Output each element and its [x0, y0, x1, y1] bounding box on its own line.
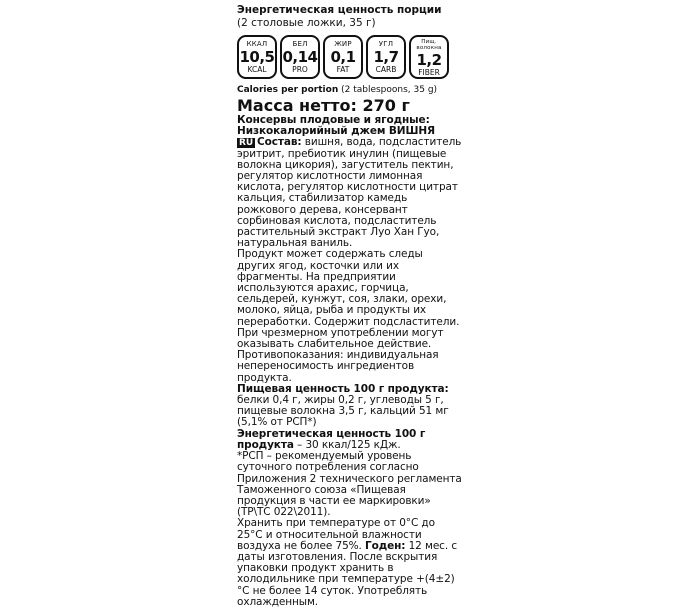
label-body-text	[237, 115, 462, 608]
calories-label: Calories per portion	[237, 85, 339, 95]
composition-text: вишня, вода, подсластитель эритрит, пребиотик инулин (пищевые волокна цикория), загуститель пектин, регулятор кислотности лимонная кислота, регулятор кислотности цитрат кальция, стабилизатор камедь рожкового дерева, консервант сорбиновая кислота, подсластитель растительный экстракт Луо Хан Гуо, натуральная ваниль.	[237, 136, 462, 250]
nutrient-value: 0,1	[330, 48, 356, 66]
nutrient-value: 0,14	[282, 48, 318, 66]
nutrient-en-label: FIBER	[418, 68, 440, 77]
nutrient-en-label: FAT	[336, 65, 350, 74]
nutrient-en-label: KCAL	[247, 65, 267, 74]
nutrient-value: 1,7	[373, 48, 399, 66]
storage-text-2: 12 мес. с даты изготовления. После вскрытия упаковки продукт хранить в холодильнике при температуре +(4±2)°С не более 14 суток. Употреблять охлажденным.	[237, 539, 457, 608]
calories-portion: (2 tablespoons, 35 g)	[338, 85, 438, 95]
nutrient-ru-label: ЖИР	[334, 40, 352, 48]
energy100-text: – 30 ккал/125 кДж.	[293, 438, 401, 451]
composition	[237, 137, 462, 249]
nutrient-box-fiber	[409, 35, 449, 79]
storage-conditions	[237, 518, 462, 608]
nutrient-boxes	[237, 35, 462, 79]
nutrient-en-label: CARB	[375, 65, 397, 74]
storage-text: Хранить при температуре от 0°С до 25°С и относительной влажности воздуха не более 75%.	[237, 517, 435, 552]
product-label	[237, 4, 462, 608]
nutrition-100g	[237, 384, 462, 429]
energy100-label: Энергетическая ценность 100 г продукта	[237, 427, 426, 451]
calories-per-portion	[237, 85, 462, 95]
energy-100g	[237, 429, 462, 451]
product-type: Консервы плодовые и ягодные:	[237, 114, 430, 126]
nutrient-ru-label: Пищ. волокна	[416, 39, 442, 51]
net-weight: Масса нетто: 270 г	[237, 96, 410, 115]
shelf-life-label: Годен:	[365, 539, 406, 552]
energy-header-title: Энергетическая ценность порции	[237, 4, 442, 16]
nutrient-ru-label: УГЛ	[378, 40, 394, 48]
nutrient-box-protein	[280, 35, 320, 79]
nutrient-box-carb	[366, 35, 406, 79]
nutrient-box-fat	[323, 35, 363, 79]
nutrition-text: белки 0,4 г, жиры 0,2 г, углеводы 5 г, пищевые волокна 3,5 г, кальций 51 мг (5,1% от РСП*)	[237, 394, 449, 429]
nutrient-ru-label: БЕЛ	[292, 40, 308, 48]
nutrient-value: 10,5	[239, 48, 275, 66]
nutrient-box-kcal	[237, 35, 277, 79]
ru-badge: RU	[239, 138, 254, 149]
nutrient-en-label: PRO	[292, 65, 308, 74]
energy-per-portion-header	[237, 4, 462, 30]
nutrition-label: Пищевая ценность 100 г продукта:	[237, 382, 449, 395]
energy-header-portion: (2 столовые ложки, 35 г)	[237, 17, 376, 29]
product-name: Низкокалорийный джем ВИШНЯ	[237, 125, 436, 138]
composition-label: Состав:	[257, 136, 302, 149]
warning-text: Продукт может содержать следы других ягод, косточки или их фрагменты. На предприятии используются арахис, горчица, сельдерей, кунжут, соя, злаки, орехи, молоко, яйца, рыба и продукты их переработки. Содержит подсластители. При чрезмерном употреблении могут оказывать слабительное действие. Противопоказания: индивидуальная непереносимость ингредиентов продукта.	[237, 248, 460, 384]
nutrient-ru-label: ККАЛ	[246, 40, 268, 48]
nutrient-value: 1,2	[416, 51, 442, 69]
rsp-note: *РСП – рекомендуемый уровень суточного потребления согласно Приложения 2 технического регламента Таможенного союза «Пищевая продукция в части ее маркировки» (ТР\ТС 022\2011).	[237, 450, 462, 519]
